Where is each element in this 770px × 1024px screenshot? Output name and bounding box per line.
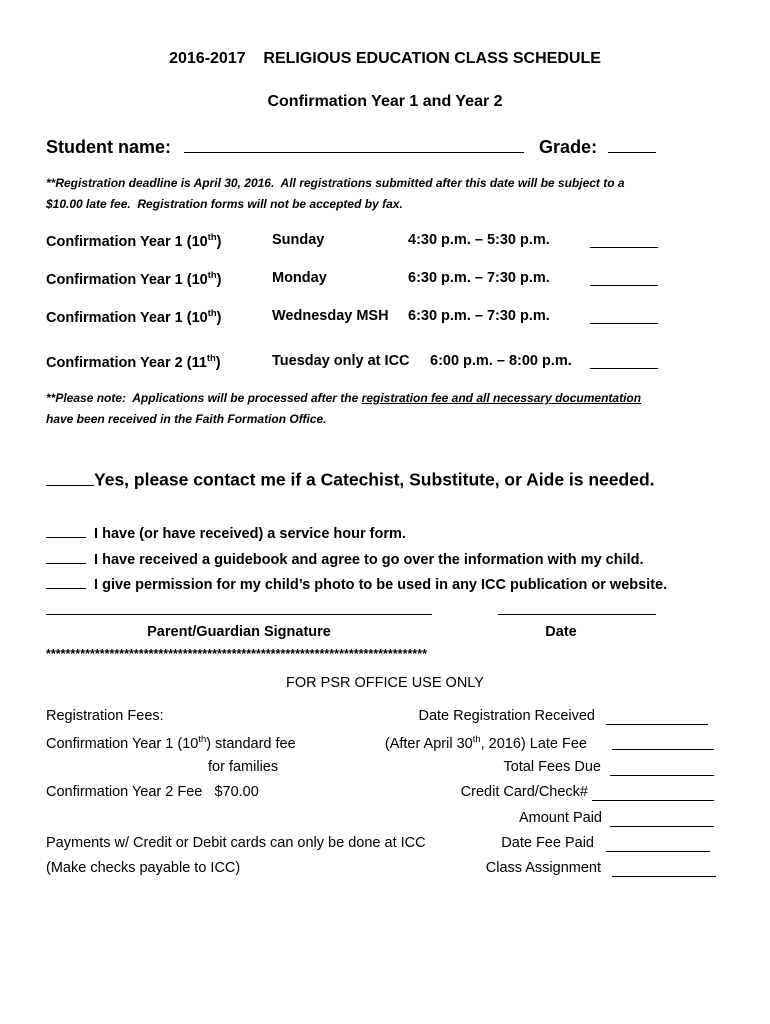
volunteer-row <box>46 467 655 491</box>
date-fee-paid-field[interactable] <box>606 851 710 852</box>
confirmation-y1-fee: Confirmation Year 1 (10th) standard fee <box>46 733 296 752</box>
volunteer-checkbox-blank[interactable] <box>46 467 94 486</box>
student-name-label: Student name: <box>46 137 172 157</box>
class-name: Confirmation Year 1 (10th) <box>46 269 222 288</box>
checklist-text: I have received a guidebook and agree to go over the information with my child. <box>94 551 644 568</box>
credit-card-check-label: Credit Card/Check# <box>460 784 588 800</box>
class-time: 6:00 p.m. – 8:00 p.m. <box>430 353 572 369</box>
class-time: 6:30 p.m. – 7:30 p.m. <box>408 308 550 324</box>
payments-note: Payments w/ Credit or Debit cards can only be done at ICC <box>46 835 426 851</box>
separator-stars: ****************************************************************************** <box>46 647 427 661</box>
date-fee-paid-label: Date Fee Paid <box>501 835 594 851</box>
class-name: Confirmation Year 2 (11th) <box>46 352 221 371</box>
confirmation-y2-fee: Confirmation Year 2 Fee $70.00 <box>46 784 259 800</box>
registration-fees-label: Registration Fees: <box>46 708 164 724</box>
grade-label: Grade: <box>539 137 598 157</box>
deadline-note-line1: **Registration deadline is April 30, 2016. All registrations submitted after this date will be subject to a <box>46 176 625 190</box>
grade-field[interactable] <box>608 134 656 153</box>
total-fees-due-field[interactable] <box>610 775 714 776</box>
class-day: Tuesday only at ICC <box>272 353 410 369</box>
checklist-blank[interactable] <box>46 522 86 538</box>
class-day: Wednesday MSH <box>272 308 389 324</box>
page-title: 2016-2017 RELIGIOUS EDUCATION CLASS SCHEDULE <box>169 50 601 67</box>
page-subtitle: Confirmation Year 1 and Year 2 <box>267 93 503 110</box>
volunteer-label: Yes, please contact me if a Catechist, Substitute, or Aide is needed. <box>94 469 655 490</box>
checklist-item <box>46 548 644 568</box>
total-fees-due-label: Total Fees Due <box>503 759 601 775</box>
class-day: Sunday <box>272 232 325 248</box>
checklist-item <box>46 522 406 542</box>
checklist-item <box>46 573 667 593</box>
checklist-text: I have (or have received) a service hour form. <box>94 525 406 542</box>
families-label: for families <box>208 759 279 775</box>
checklist-blank[interactable] <box>46 548 86 564</box>
parent-signature-line[interactable] <box>46 614 432 615</box>
class-assignment-label: Class Assignment <box>485 860 601 876</box>
class-select-blank[interactable] <box>590 247 658 248</box>
checklist-text: I give permission for my child’s photo to be used in any ICC publication or website. <box>94 576 668 593</box>
class-day: Monday <box>272 270 327 286</box>
class-assignment-field[interactable] <box>612 876 716 877</box>
parent-signature-label: Parent/Guardian Signature <box>147 624 331 640</box>
date-registration-received-field[interactable] <box>606 724 708 725</box>
student-name-field[interactable] <box>184 134 524 153</box>
class-select-blank[interactable] <box>590 368 658 369</box>
class-select-blank[interactable] <box>590 323 658 324</box>
deadline-note-line2: $10.00 late fee. Registration forms will not be accepted by fax. <box>46 197 403 211</box>
class-time: 6:30 p.m. – 7:30 p.m. <box>408 270 550 286</box>
office-use-title: FOR PSR OFFICE USE ONLY <box>286 675 484 691</box>
date-signature-line[interactable] <box>498 614 656 615</box>
date-registration-received-label: Date Registration Received <box>418 708 595 724</box>
amount-paid-label: Amount Paid <box>518 810 602 826</box>
checks-note: (Make checks payable to ICC) <box>46 860 241 876</box>
date-label: Date <box>545 624 577 640</box>
processing-note-line1: **Please note: Applications will be processed after the registration fee and all necessary documentation <box>46 391 642 405</box>
amount-paid-field[interactable] <box>610 826 714 827</box>
late-fee-label: (After April 30th, 2016) Late Fee <box>384 733 587 752</box>
class-time: 4:30 p.m. – 5:30 p.m. <box>408 232 550 248</box>
class-select-blank[interactable] <box>590 285 658 286</box>
student-row <box>46 134 656 158</box>
class-name: Confirmation Year 1 (10th) <box>46 307 222 326</box>
checklist-blank[interactable] <box>46 573 86 589</box>
late-fee-field[interactable] <box>612 749 714 750</box>
processing-note-line2: have been received in the Faith Formation Office. <box>46 412 327 426</box>
credit-card-check-field[interactable] <box>592 800 714 801</box>
class-name: Confirmation Year 1 (10th) <box>46 231 222 250</box>
